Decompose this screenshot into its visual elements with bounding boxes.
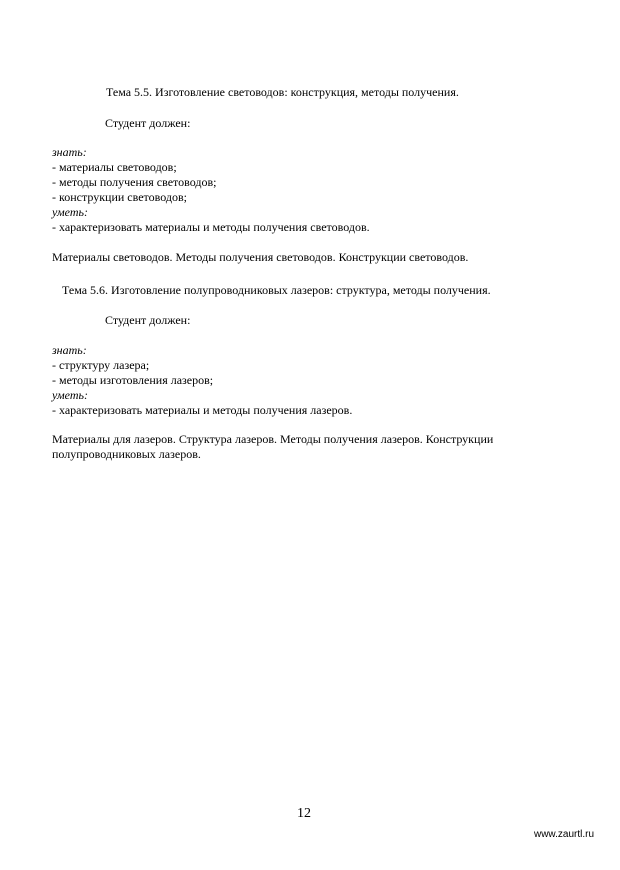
topic-5-5-know-label: знать:: [52, 145, 87, 159]
topic-5-6-know-label: знать:: [52, 343, 87, 357]
topic-5-6-heading: Тема 5.6. Изготовление полупроводниковых лазеров: структура, методы получения.: [62, 283, 491, 297]
topic-5-6-student-must: Студент должен:: [105, 313, 191, 327]
topic-5-5-know-item: - методы получения световодов;: [52, 175, 217, 189]
topic-5-5-can-label: уметь:: [52, 205, 88, 219]
topic-5-5-know-item: - материалы световодов;: [52, 160, 177, 174]
page-number: 12: [297, 806, 311, 821]
topic-5-5-know-item: - конструкции световодов;: [52, 190, 187, 204]
topic-5-6-can-item: - характеризовать материалы и методы получения лазеров.: [52, 403, 353, 417]
topic-5-5-summary: Материалы световодов. Методы получения световодов. Конструкции световодов.: [52, 250, 469, 264]
topic-5-6-know-item: - структуру лазера;: [52, 358, 150, 372]
topic-5-5-can-item: - характеризовать материалы и методы получения световодов.: [52, 220, 370, 234]
website-link[interactable]: www.zaurtl.ru: [533, 829, 594, 840]
topic-5-5-student-must: Студент должен:: [105, 116, 191, 130]
topic-5-6-know-item: - методы изготовления лазеров;: [52, 373, 214, 387]
topic-5-6-summary: Материалы для лазеров. Структура лазеров. Методы получения лазеров. Конструкции полупроводниковых лазеров.: [52, 432, 494, 461]
topic-5-6-can-label: уметь:: [52, 388, 88, 402]
topic-5-5-heading: Тема 5.5. Изготовление световодов: конструкция, методы получения.: [106, 85, 459, 99]
